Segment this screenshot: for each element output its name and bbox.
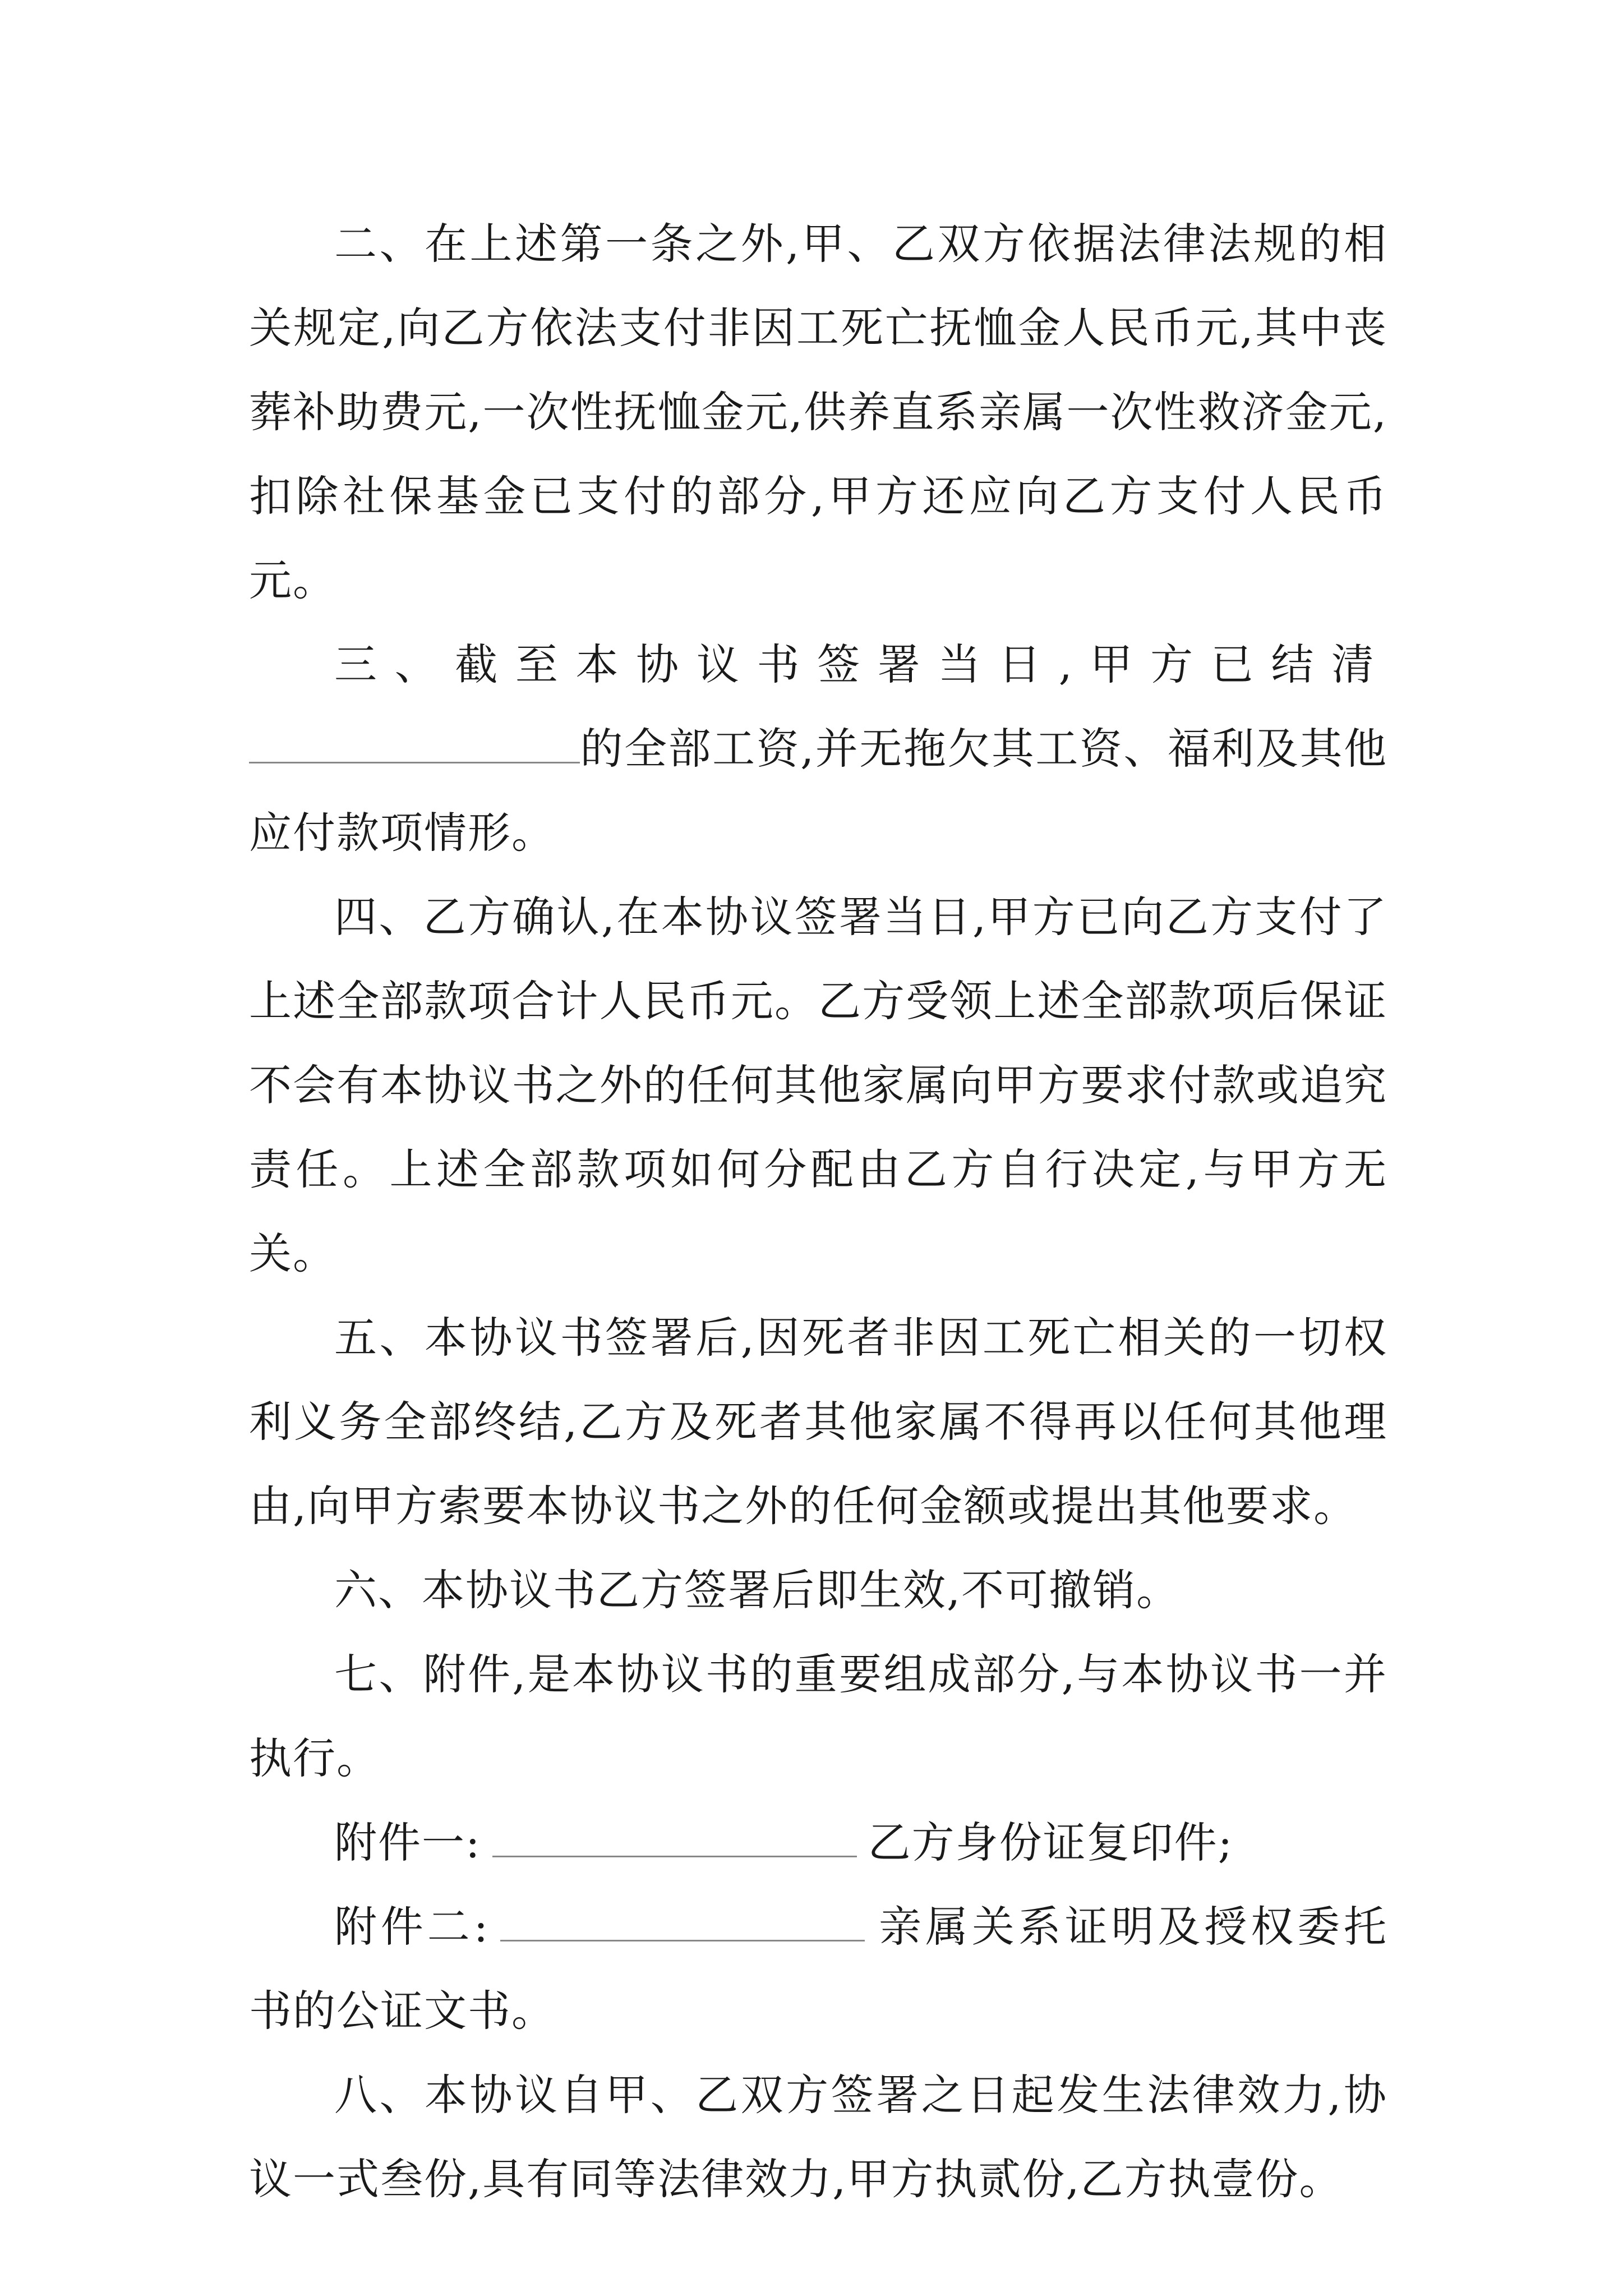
attachment-1 — [249, 1801, 1387, 1885]
clause-3-heading: 三、截至本协议书签署当日,甲方已结清 — [334, 639, 1387, 689]
clause-2: 二、在上述第一条之外,甲、乙双方依据法律法规的相关规定,向乙方依法支付非因工死亡抚恤金人民币元,其中丧葬补助费元,一次性抚恤金元,供养直系亲属一次性救济金元,扣除社保基金已支付的部分,甲方还应向乙方支付人民币元。 — [249, 219, 1387, 605]
clause-8: 八、本协议自甲、乙双方签署之日起发生法律效力,协议一式叁份,具有同等法律效力,甲方执贰份,乙方执壹份。 — [249, 2070, 1387, 2204]
clause-3-body — [249, 707, 1387, 875]
blank-line — [249, 717, 580, 763]
clause-6: 六、本协议书乙方签署后即生效,不可撤销。 — [334, 1565, 1181, 1615]
attachment-1-label: 附件一: — [334, 1818, 481, 1867]
attachment-2-label: 附件二: — [334, 1902, 490, 1952]
attachment-1-text: 乙方身份证复印件; — [868, 1818, 1234, 1867]
attachment-2 — [249, 1885, 1387, 2053]
clause-3-tail: 的全部工资,并无拖欠其工资、福利及其他应付款项情形。 — [249, 724, 1387, 858]
blank-line — [500, 1895, 865, 1941]
clause-4: 四、乙方确认,在本协议签署当日,甲方已向乙方支付了上述全部款项合计人民币元。乙方受领上述全部款项后保证不会有本协议书之外的任何其他家属向甲方要求付款或追究责任。上述全部款项如何分配由乙方自行决定,与甲方无关。 — [249, 892, 1387, 1278]
document-body — [249, 202, 1387, 2221]
blank-line — [492, 1811, 857, 1857]
clause-5: 五、本协议书签署后,因死者非因工死亡相关的一切权利义务全部终结,乙方及死者其他家属不得再以任何其他理由,向甲方索要本协议书之外的任何金额或提出其他要求。 — [249, 1313, 1387, 1531]
attachment-2-text: 亲属关系证明及授权委托书的公证文书。 — [249, 1902, 1388, 2036]
clause-7: 七、附件,是本协议书的重要组成部分,与本协议书一并执行。 — [249, 1649, 1387, 1783]
